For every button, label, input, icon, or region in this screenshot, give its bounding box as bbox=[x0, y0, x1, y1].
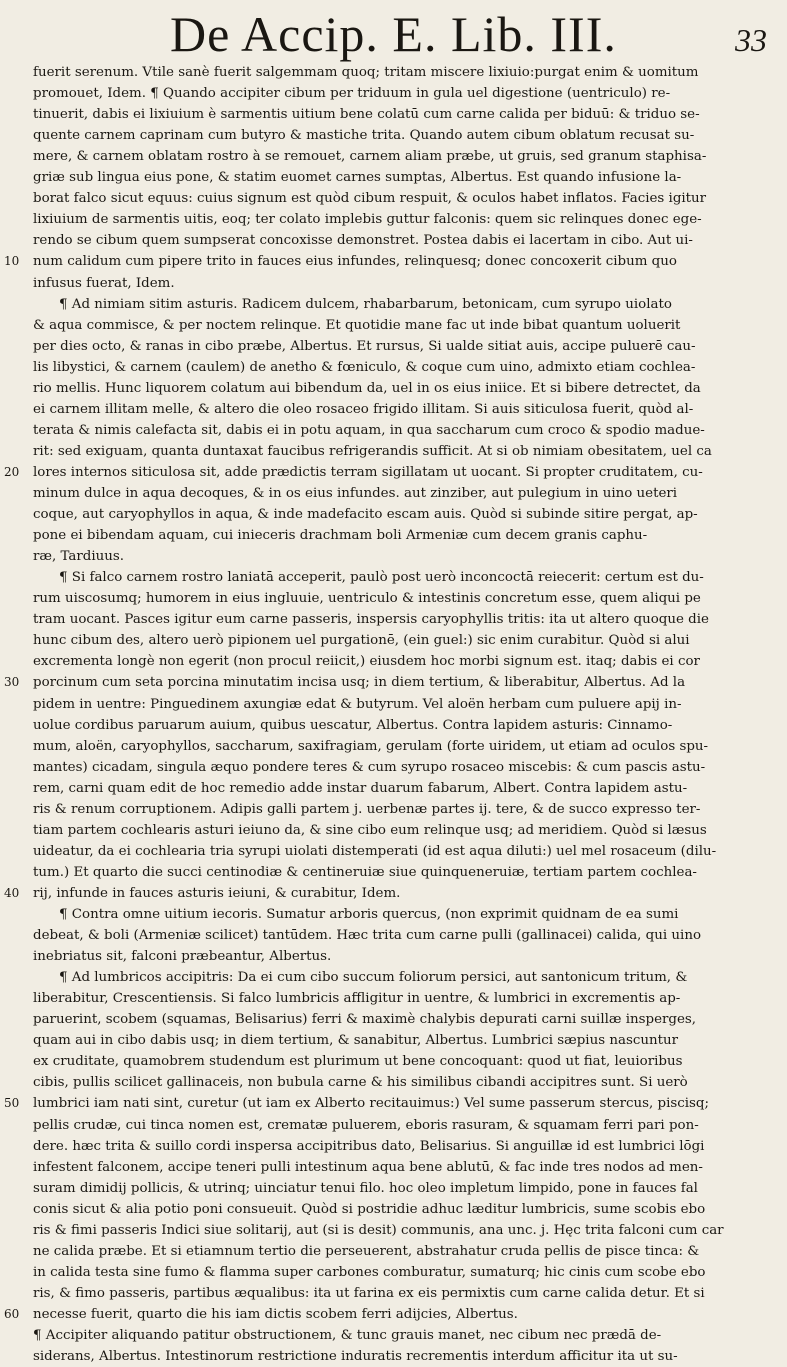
text-line: pone ei bibendam aquam, cui inieceris drachmam boli Armeniæ cum decem granis caphu- bbox=[33, 528, 648, 544]
text-line: necesse fuerit, quarto die his iam dictis scobem ferri adijcies, Albertus. bbox=[33, 1306, 518, 1322]
margin-line-number: 20 bbox=[4, 464, 20, 479]
margin-line-number: 50 bbox=[4, 1096, 20, 1111]
text-line: & aqua commisce, & per noctem relinque. Et quotidie mane fac ut inde bibat quantum uoluerit bbox=[33, 317, 681, 333]
text-line: tiam partem cochlearis asturi ieiuno da, & sine cibo eum relinque usq; ad meridiem. Quòd si læsus bbox=[33, 822, 707, 838]
text-line: tram uocant. Pasces igitur eum carne passeris, inspersis caryophyllis tritis: ita ut altero quoque die bbox=[33, 612, 709, 628]
text-line: hunc cibum des, altero uerò pipionem uel purgationē, (ein guel:) sic enim curabitur. Quòd si alui bbox=[33, 633, 690, 649]
text-line: mere, & carnem oblatam rostro à se remouet, carnem aliam præbe, ut gruis, sed granum staphisa- bbox=[33, 149, 707, 165]
text-line: mum, aloën, caryophyllos, saccharum, saxifragiam, gerulam (forte uiridem, ut etiam ad oculos spu- bbox=[33, 738, 709, 754]
text-line: rem, carni quam edit de hoc remedio adde instar duarum fabarum, Albert. Contra lapidem astu- bbox=[33, 780, 688, 796]
text-line: uolue cordibus paruarum auium, quibus uescatur, Albertus. Contra lapidem asturis: Cinnamo- bbox=[33, 717, 673, 733]
text-line: excrementa longè non egerit (non procul reiicit,) eiusdem hoc morbi signum est. itaq; dabis ei cor bbox=[33, 654, 700, 670]
text-line: suram dimidij pollicis, & utrinq; uinciatur tenui filo. hoc oleo impletum limpido, pone in fauces fal bbox=[33, 1180, 698, 1196]
text-line: borat falco sicut equus: cuius signum est quòd cibum respuit, & oculos habet inflatos. Facies igitur bbox=[33, 191, 707, 207]
text-line: dere. hæc trita & suillo cordi inspersa accipitribus dato, Belisarius. Si anguillæ id est lumbrici lōgi bbox=[33, 1138, 705, 1154]
text-line: uideatur, da ei cochlearia tria syrupi uiolati distemperati (id est aqua diluti:) uel mel rosaceum (dilu- bbox=[33, 843, 717, 859]
text-line: num calidum cum pipere trito in fauces eius infundes, relinquesq; donec concoxerit cibum quo bbox=[33, 254, 677, 270]
text-line: rendo se cibum quem sumpserat concoxisse demonstret. Postea dabis ei lacertam in cibo. Aut ui- bbox=[33, 233, 693, 249]
text-line: promouet, Idem. ¶ Quando accipiter cibum per triduum in gula uel digestione (uentriculo) re- bbox=[33, 86, 671, 102]
page-number: 33 bbox=[735, 22, 767, 58]
text-line: ne calida præbe. Et si etiamnum tertio die perseuerent, abstrahatur cruda pellis de pisce tinca: & bbox=[33, 1243, 700, 1259]
margin-line-number: 10 bbox=[4, 254, 20, 269]
margin-line-number: 60 bbox=[4, 1306, 20, 1321]
text-line: pidem in uentre: Pinguedinem axungiæ edat & butyrum. Vel aloën herbam cum puluere apij in- bbox=[33, 696, 682, 712]
text-line: quente carnem caprinam cum butyro & mastiche trita. Quando autem cibum oblatum recusat su- bbox=[33, 128, 695, 144]
text-line: lis libystici, & carnem (caulem) de anetho & fœniculo, & coque cum uino, admixto etiam cochlea- bbox=[33, 359, 696, 375]
text-line: porcinum cum seta porcina minutatim incisa usq; in diem tertium, & liberabitur, Albertus. Ad la bbox=[33, 675, 686, 691]
text-line: lores internos siticulosa sit, adde prædictis terram sigillatam ut uocant. Si propter cruditatem, cu- bbox=[33, 464, 703, 480]
text-line: lumbrici iam nati sint, curetur (ut iam ex Alberto recitauimus:) Vel sume passerum stercus, piscisq; bbox=[33, 1096, 710, 1112]
text-line: ¶ Contra omne uitium iecoris. Sumatur arboris quercus, (non exprimit quidnam de ea sumi bbox=[59, 907, 679, 922]
text-line: coque, aut caryophyllos in aqua, & inde madefacito escam auis. Quòd si subinde sitire pergat, ap- bbox=[33, 507, 698, 523]
text-line: rum uiscosumq; humorem in eius ingluuie, uentriculo & intestinis concretum esse, quem aliqui pe bbox=[33, 591, 701, 607]
text-line: debeat, & boli (Armeniæ scilicet) tantūdem. Hæc trita cum carne pulli (gallinacei) calida, qui uino bbox=[33, 928, 702, 944]
running-head: De Accip. E. Lib. III. bbox=[170, 6, 617, 62]
margin-line-number: 30 bbox=[4, 675, 20, 690]
text-line: minum dulce in aqua decoques, & in os eius infundes. aut zinziber, aut pulegium in uino ueteri bbox=[33, 486, 678, 501]
text-line: in calida testa sine fumo & flamma super carbones comburatur, sumaturq; hic cinis cum scobe ebo bbox=[33, 1264, 706, 1280]
text-line: liberabitur, Crescentiensis. Si falco lumbricis affligitur in uentre, & lumbrici in excrementis ap- bbox=[33, 991, 681, 1007]
text-line: inebriatus sit, falconi præbeantur, Albertus. bbox=[33, 949, 332, 965]
text-line: tum.) Et quarto die succi centinodiæ & centineruiæ siue quinqueneruiæ, tertiam partem cochlea- bbox=[33, 864, 697, 880]
text-line: infestent falconem, accipe teneri pulli intestinum aqua bene ablutū, & fac inde tres nodos ad men- bbox=[33, 1159, 703, 1175]
text-line: lixiuium de sarmentis uitis, eoq; ter colato implebis guttur falconis: quem sic relinques donec ege- bbox=[33, 212, 702, 228]
text-line: griæ sub lingua eius pone, & statim euomet carnes sumptas, Albertus. Est quando infusione la- bbox=[33, 170, 682, 186]
text-line: ex cruditate, quamobrem studendum est plurimum ut bene concoquant: quod ut fiat, leuioribus bbox=[33, 1054, 683, 1070]
text-line: per dies octo, & ranas in cibo præbe, Albertus. Et rursus, Si ualde sitiat auis, accipe puluerē cau- bbox=[33, 338, 696, 354]
text-line: terata & nimis calefacta sit, dabis ei in potu aquam, in qua saccharum cum croco & spodio madue- bbox=[33, 422, 705, 438]
text-line: fuerit serenum. Vtile sanè fuerit salgemmam quoq; tritam miscere lixiuio:purgat enim & uomitum bbox=[33, 65, 699, 80]
text-line: pellis crudæ, cui tinca nomen est, crematæ puluerem, eboris rasuram, & squamam ferri pari pon- bbox=[33, 1117, 699, 1133]
text-line: ¶ Si falco carnem rostro laniatā acceperit, paulò post uerò inconcoctā reiecerit: certum est du- bbox=[59, 570, 704, 586]
text-line: ei carnem illitam melle, & altero die oleo rosaceo frigido illitam. Si auis siticulosa fuerit, quòd al- bbox=[33, 401, 694, 417]
text-line: rij, infunde in fauces asturis ieiuni, & curabitur, Idem. bbox=[33, 885, 401, 901]
text-line: ris, & fimo passeris, partibus æqualibus: ita ut farina ex eis permixtis cum carne calida detur. Et si bbox=[33, 1285, 705, 1301]
text-line: ¶ Ad lumbricos accipitris: Da ei cum cibo succum foliorum persici, aut santonicum tritum, & bbox=[59, 970, 688, 986]
text-line: ris & renum corruptionem. Adipis galli partem j. uerbenæ partes ij. tere, & de succo expresso ter- bbox=[33, 801, 701, 817]
margin-line-number: 40 bbox=[4, 885, 20, 900]
text-line: rio mellis. Hunc liquorem colatum aui bibendum da, uel in os eius iniice. Et si bibere detrectet, da bbox=[33, 380, 701, 396]
text-line: siderans, Albertus. Intestinorum restrictione induratis recrementis interdum afficitur ita ut su- bbox=[33, 1349, 678, 1365]
text-line: ¶ Accipiter aliquando patitur obstructionem, & tunc grauis manet, nec cibum nec prædā de- bbox=[33, 1328, 662, 1343]
text-line: tinuerit, dabis ei lixiuium è sarmentis uitium bene colatū cum carne calida per biduū: & triduo se- bbox=[33, 107, 700, 123]
text-line: ris & fimi passeris Indici siue solitarij, aut (si is desit) communis, ana unc. j. Hęc trita falconi cum car bbox=[33, 1222, 724, 1238]
text-line: quam aui in cibo dabis usq; in diem tertium, & sanabitur, Albertus. Lumbrici sæpius nascuntur bbox=[33, 1033, 678, 1049]
text-line: rit: sed exiguam, quanta duntaxat faucibus refrigerandis sufficit. At si ob nimiam obesitatem, uel ca bbox=[33, 443, 712, 459]
text-line: paruerint, scobem (squamas, Belisarius) ferri & maximè chalybis depurati carni suillæ insperges, bbox=[33, 1012, 697, 1028]
text-line: ¶ Ad nimiam sitim asturis. Radicem dulcem, rhabarbarum, betonicam, cum syrupo uiolato bbox=[59, 296, 672, 312]
text-line: infusus fuerat, Idem. bbox=[33, 275, 175, 291]
text-line: ræ, Tardiuus. bbox=[33, 549, 125, 565]
text-line: cibis, pullis scilicet gallinaceis, non bubula carne & his similibus cibandi accipitres sunt. Si uerò bbox=[33, 1075, 688, 1091]
text-line: mantes) cicadam, singula æquo pondere teres & cum syrupo rosaceo miscebis: & cum pascis astu- bbox=[33, 759, 706, 775]
text-line: conis sicut & alia potio poni consueuit. Quòd si postridie adhuc læditur lumbricis, sume scobis ebo bbox=[33, 1201, 706, 1217]
